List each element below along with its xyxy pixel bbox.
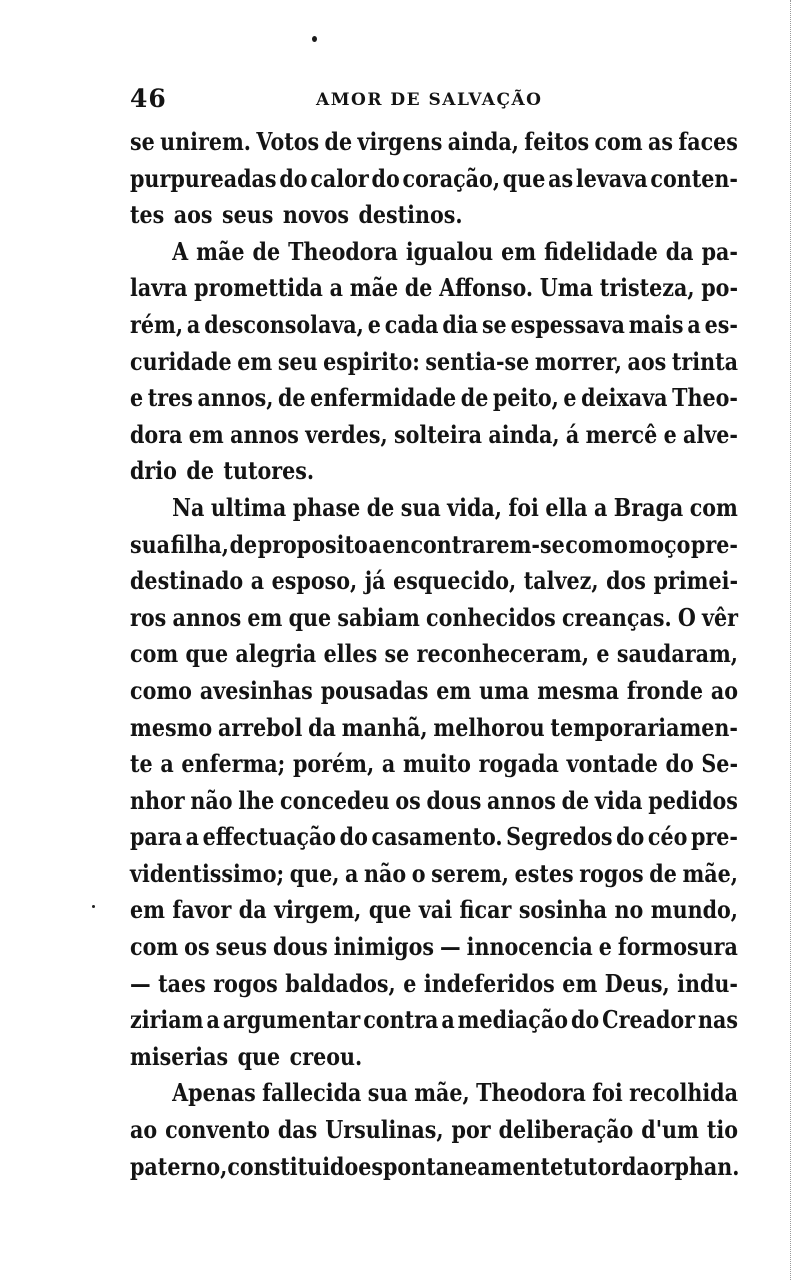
- word: deixava: [581, 383, 668, 413]
- word: e: [563, 383, 577, 413]
- word: o: [411, 858, 426, 888]
- word: de: [460, 383, 489, 413]
- word: em: [188, 419, 224, 449]
- word: O: [677, 602, 696, 632]
- word: em: [247, 602, 283, 632]
- word: Votos: [256, 127, 320, 156]
- word: seu: [277, 346, 318, 376]
- word: Creador: [602, 1005, 696, 1035]
- word: porém,: [292, 749, 375, 779]
- word: de: [252, 236, 281, 266]
- word: rogada: [478, 749, 559, 779]
- word: a: [329, 273, 344, 303]
- word: melhorou: [433, 712, 545, 742]
- word: te: [130, 749, 153, 779]
- paragraph-first-line: [130, 490, 738, 527]
- text-line: [130, 856, 738, 893]
- word: —: [440, 932, 461, 962]
- word: conten-: [650, 163, 738, 193]
- word: de: [404, 273, 433, 303]
- word: espirito:: [323, 346, 420, 376]
- word: Deus,: [604, 968, 670, 998]
- word: fallecida: [262, 1078, 362, 1108]
- word: moço: [628, 529, 691, 559]
- word: a: [345, 858, 359, 888]
- word: da: [238, 895, 267, 925]
- word: para: [130, 822, 183, 852]
- word: d'um: [641, 1115, 699, 1145]
- word: arrebol: [218, 712, 303, 742]
- word: ficar: [459, 895, 512, 925]
- word: que: [288, 602, 332, 632]
- word: innocencia: [466, 932, 593, 962]
- word: es-: [704, 309, 738, 339]
- text-line: [130, 600, 738, 637]
- word: a: [368, 529, 382, 559]
- word: muito: [402, 749, 471, 779]
- word: serem,: [431, 858, 509, 888]
- word: inimigos: [333, 932, 434, 962]
- word: pedidos: [648, 785, 738, 815]
- text-line: [130, 710, 738, 747]
- word: a: [687, 309, 701, 339]
- word: aos: [627, 346, 667, 376]
- word: coração,: [402, 163, 501, 193]
- word: reconheceram,: [416, 639, 590, 669]
- word: constituido: [227, 1151, 359, 1181]
- text-line: [130, 453, 738, 490]
- word: primei-: [653, 566, 739, 596]
- word: recolhida: [629, 1078, 738, 1108]
- word: dous: [426, 785, 482, 815]
- word: enfermidade: [310, 383, 457, 413]
- word: Braga: [613, 492, 684, 522]
- word: seus: [215, 932, 267, 962]
- word: encontrarem-se: [382, 529, 565, 559]
- word: que: [502, 163, 546, 193]
- running-title: AMOR DE SALVAÇÃO: [316, 90, 543, 110]
- word: calor: [310, 163, 369, 193]
- text-line: [130, 819, 738, 856]
- word: e: [130, 383, 144, 413]
- word: ros: [130, 602, 167, 632]
- word: a: [441, 1005, 455, 1035]
- word: proposito: [257, 529, 368, 559]
- word: sabiam: [337, 602, 420, 632]
- word: virgem,: [274, 895, 362, 925]
- word: formosura: [617, 932, 738, 962]
- word: vai: [418, 895, 453, 925]
- word: destinado: [130, 566, 244, 596]
- word: com: [130, 639, 179, 669]
- body-text: [130, 124, 738, 1185]
- word: filha,: [170, 529, 229, 559]
- word: ao: [710, 675, 739, 705]
- word: orphan.: [649, 1151, 740, 1181]
- word: o: [614, 529, 628, 559]
- word: Se-: [701, 749, 739, 779]
- text-line: [130, 380, 738, 417]
- text-line: [130, 783, 738, 820]
- text-line: [130, 966, 738, 1003]
- word: e: [598, 932, 612, 962]
- word: que: [368, 895, 412, 925]
- word: do: [616, 822, 645, 852]
- text-line: [130, 124, 738, 161]
- word: rogos: [579, 858, 644, 888]
- word: pa-: [701, 236, 738, 266]
- word: creou.: [289, 1041, 363, 1071]
- word: mais: [628, 309, 684, 339]
- word: sentia-se: [425, 346, 530, 376]
- word: em: [562, 968, 598, 998]
- word: céo: [647, 822, 688, 852]
- word: mundo,: [650, 895, 738, 925]
- word: os: [395, 785, 421, 815]
- word: ainda,: [488, 419, 560, 449]
- word: effectuação: [202, 822, 337, 852]
- word: de: [186, 456, 214, 486]
- word: vida: [594, 785, 643, 815]
- word: não: [364, 858, 407, 888]
- word: vontade: [566, 749, 658, 779]
- text-line: [130, 929, 738, 966]
- word: estes: [514, 858, 574, 888]
- word: se: [384, 639, 410, 669]
- word: destinos.: [358, 200, 463, 230]
- word: po-: [701, 273, 739, 303]
- word: sua: [367, 1078, 408, 1108]
- word: peito,: [492, 383, 559, 413]
- text-line: [130, 1112, 738, 1149]
- word: videntissimo;: [130, 858, 285, 888]
- word: em: [436, 675, 472, 705]
- word: da: [308, 712, 336, 742]
- ink-speck: [92, 905, 95, 908]
- text-line: [130, 1149, 738, 1186]
- word: mesmo: [130, 712, 213, 742]
- word: enferma;: [181, 749, 286, 779]
- word: annos: [230, 419, 299, 449]
- word: Segredos: [506, 822, 613, 852]
- word: as: [647, 127, 673, 156]
- word: morrer,: [534, 346, 622, 376]
- word: a: [186, 309, 201, 339]
- word: elles: [323, 639, 378, 669]
- word: promettida: [194, 273, 323, 303]
- text-line: [130, 527, 738, 564]
- word: curidade: [130, 346, 232, 376]
- word: avesinhas: [199, 675, 313, 705]
- word: Apenas: [172, 1078, 256, 1108]
- paragraph-first-line: [130, 234, 738, 271]
- word: mãe: [196, 236, 245, 266]
- word: não: [190, 785, 233, 815]
- word: temporariamen-: [550, 712, 739, 742]
- word: alegria: [235, 639, 317, 669]
- paragraph-first-line: [130, 1075, 738, 1112]
- word: baldados,: [285, 968, 396, 998]
- word: nas: [698, 1005, 739, 1035]
- word: e: [663, 419, 677, 449]
- word: —: [130, 968, 151, 998]
- word: tristeza,: [599, 273, 695, 303]
- word: Theodora: [288, 236, 398, 266]
- word: ultima: [210, 492, 287, 522]
- word: á: [565, 419, 580, 449]
- word: das: [277, 1115, 318, 1145]
- word: tutores.: [223, 456, 315, 486]
- word: espontaneamente: [358, 1151, 564, 1181]
- word: da: [621, 1151, 650, 1181]
- word: annos: [172, 602, 242, 632]
- text-line: [130, 746, 738, 783]
- word: phase: [292, 492, 361, 522]
- text-line: [130, 892, 738, 929]
- word: de: [649, 858, 677, 888]
- word: mãe,: [682, 858, 738, 888]
- word: Na: [172, 492, 205, 522]
- word: paterno,: [130, 1151, 228, 1181]
- word: com: [565, 529, 614, 559]
- word: dia: [442, 309, 479, 339]
- word: saudaram,: [616, 639, 738, 669]
- word: desconsolava,: [204, 309, 364, 339]
- word: Ursulinas,: [325, 1115, 444, 1145]
- word: as: [548, 163, 574, 193]
- word: pre-: [690, 529, 738, 559]
- word: tes: [130, 200, 165, 230]
- word: vêr: [702, 602, 739, 632]
- word: fidelidade: [544, 236, 658, 266]
- word: a: [206, 1005, 220, 1035]
- word: manhã,: [341, 712, 428, 742]
- word: ella: [545, 492, 588, 522]
- word: feitos: [524, 127, 590, 156]
- word: e: [367, 309, 381, 339]
- page-edge: [790, 0, 792, 1280]
- word: em: [237, 346, 273, 376]
- text-line: [130, 344, 738, 381]
- word: mãe: [349, 273, 399, 303]
- ink-speck: [312, 36, 317, 42]
- word: Uma: [539, 273, 593, 303]
- word: que: [185, 639, 229, 669]
- word: alve-: [683, 419, 738, 449]
- word: e: [403, 968, 417, 998]
- word: de: [366, 492, 395, 522]
- word: de: [277, 383, 306, 413]
- word: uma: [479, 675, 530, 705]
- text-line: [130, 270, 738, 307]
- word: indu-: [677, 968, 738, 998]
- word: convento: [165, 1115, 270, 1145]
- word: unirem.: [160, 127, 252, 156]
- word: mercê: [585, 419, 658, 449]
- word: virgens: [357, 127, 443, 156]
- word: já: [364, 566, 386, 596]
- word: esquecido,: [393, 566, 517, 596]
- text-line: [130, 197, 738, 234]
- word: sua: [130, 529, 171, 559]
- word: nhor: [130, 785, 185, 815]
- word: de: [561, 785, 590, 815]
- word: A: [172, 236, 189, 266]
- text-line: [130, 636, 738, 673]
- word: foi: [508, 492, 539, 522]
- word: espessava: [510, 309, 625, 339]
- word: pre-: [690, 822, 738, 852]
- word: annos,: [197, 383, 274, 413]
- word: mãe,: [414, 1078, 470, 1108]
- word: mesma: [537, 675, 620, 705]
- word: a: [185, 822, 200, 852]
- word: a: [381, 749, 396, 779]
- word: se: [130, 127, 155, 156]
- word: do: [570, 1005, 600, 1035]
- text-line: [130, 161, 738, 198]
- word: contra: [363, 1005, 439, 1035]
- word: que,: [289, 858, 340, 888]
- word: aos: [173, 200, 213, 230]
- word: sosinha: [518, 895, 608, 925]
- word: e: [596, 639, 610, 669]
- word: ao: [130, 1115, 158, 1145]
- word: solteira: [393, 419, 482, 449]
- word: pousadas: [320, 675, 429, 705]
- word: lavra: [130, 273, 188, 303]
- word: cada: [384, 309, 439, 339]
- word: Theodora: [476, 1078, 586, 1108]
- word: rém,: [130, 309, 184, 339]
- word: concedeu: [280, 785, 390, 815]
- word: com: [594, 127, 643, 156]
- word: se: [481, 309, 507, 339]
- word: tres: [147, 383, 193, 413]
- word: argumentar: [222, 1005, 361, 1035]
- word: com: [130, 932, 179, 962]
- word: mediação: [457, 1005, 569, 1035]
- word: da: [665, 236, 694, 266]
- word: que: [237, 1041, 281, 1071]
- word: a: [250, 566, 265, 596]
- word: tio: [706, 1115, 738, 1145]
- word: drio: [130, 456, 177, 486]
- word: creanças.: [561, 602, 672, 632]
- text-line: [130, 1002, 738, 1039]
- word: dous: [272, 932, 328, 962]
- word: favor: [172, 895, 232, 925]
- text-line: [130, 417, 738, 454]
- word: com: [689, 492, 738, 522]
- word: a: [593, 492, 608, 522]
- word: em: [130, 895, 165, 925]
- word: dos: [606, 566, 646, 596]
- word: por: [451, 1115, 491, 1145]
- word: faces: [678, 127, 738, 156]
- word: novos: [282, 200, 349, 230]
- word: verdes,: [305, 419, 388, 449]
- word: talvez,: [523, 566, 599, 596]
- word: em: [501, 236, 537, 266]
- word: purpureadas: [130, 163, 277, 193]
- word: vida,: [447, 492, 502, 522]
- word: miserias: [130, 1041, 229, 1071]
- word: esposo,: [271, 566, 358, 596]
- word: os: [184, 932, 210, 962]
- page-header: [130, 84, 740, 118]
- word: lhe: [238, 785, 275, 815]
- word: do: [279, 163, 308, 193]
- text-line: [130, 563, 738, 600]
- word: annos: [487, 785, 556, 815]
- page-number: 46: [130, 84, 167, 113]
- word: foi: [592, 1078, 623, 1108]
- word: deliberação: [498, 1115, 634, 1145]
- word: Theo-: [672, 383, 738, 413]
- word: igualou: [405, 236, 494, 266]
- word: levava: [575, 163, 648, 193]
- word: de: [229, 529, 258, 559]
- word: rogos: [213, 968, 278, 998]
- text-line: [130, 1039, 738, 1076]
- word: ziriam: [130, 1005, 204, 1035]
- word: conhecidos: [426, 602, 556, 632]
- word: como: [130, 675, 192, 705]
- word: dora: [130, 419, 183, 449]
- word: indeferidos: [423, 968, 555, 998]
- text-line: [130, 307, 738, 344]
- word: a: [160, 749, 174, 779]
- word: do: [339, 822, 368, 852]
- word: ainda,: [447, 127, 519, 156]
- word: sua: [400, 492, 441, 522]
- word: seus: [221, 200, 274, 230]
- word: de: [324, 127, 353, 156]
- word: casamento.: [371, 822, 503, 852]
- word: tutor: [563, 1151, 622, 1181]
- word: no: [614, 895, 644, 925]
- text-line: [130, 673, 738, 710]
- word: trinta: [671, 346, 739, 376]
- word: do: [371, 163, 400, 193]
- word: taes: [158, 968, 206, 998]
- word: fronde: [626, 675, 703, 705]
- word: do: [665, 749, 694, 779]
- word: Affonso.: [439, 273, 534, 303]
